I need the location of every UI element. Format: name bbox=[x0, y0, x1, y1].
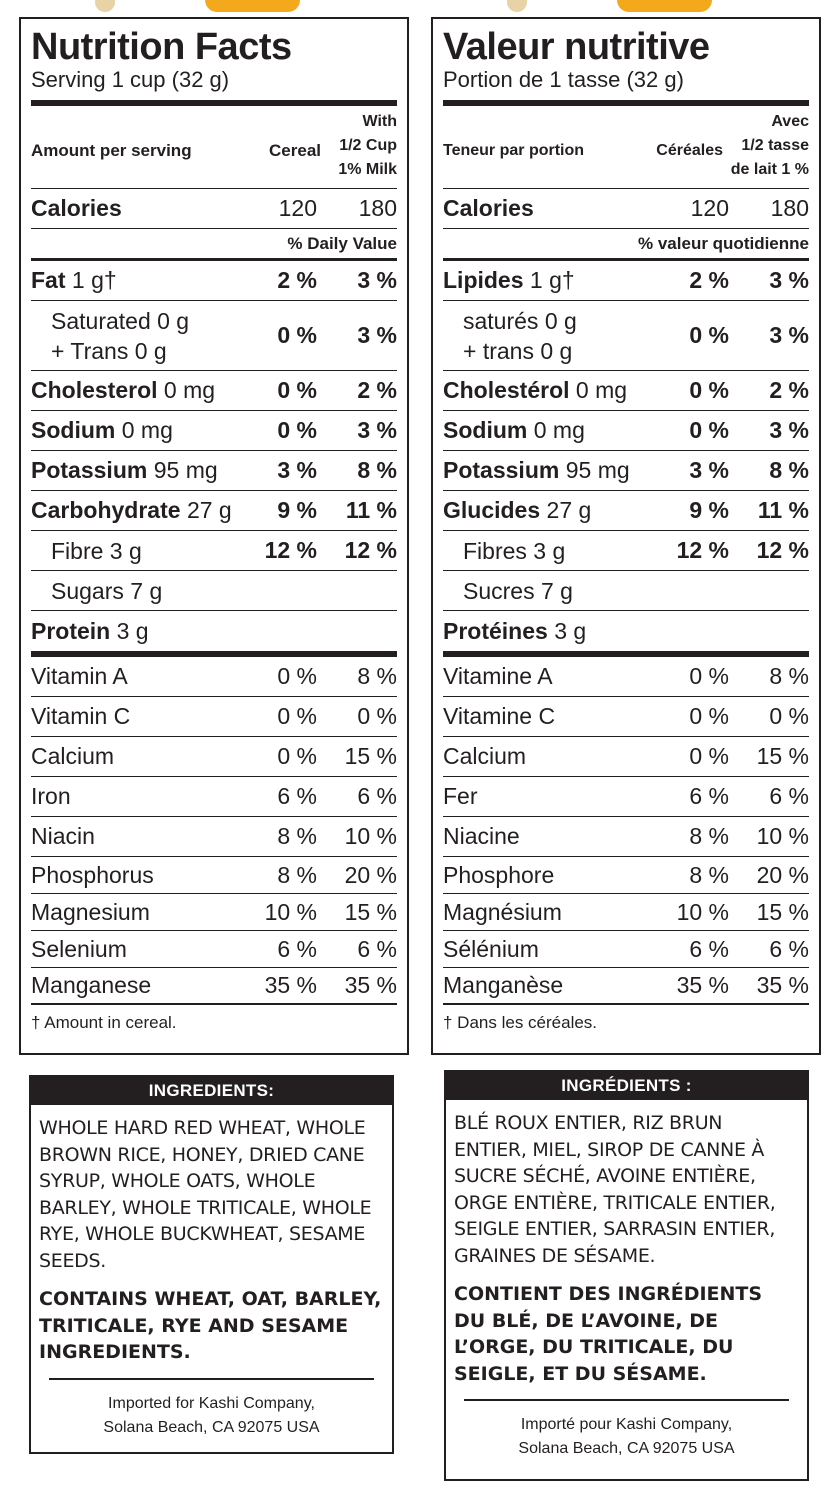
cell-text: 0 % bbox=[689, 322, 729, 348]
cell-text: Protein bbox=[31, 617, 111, 644]
nutrient-row-saturated-trans bbox=[31, 301, 397, 371]
column-header bbox=[443, 106, 809, 188]
cell-text: Niacine bbox=[443, 823, 520, 849]
cell-text: + trans 0 g bbox=[463, 337, 573, 364]
cell-text: 8 % bbox=[769, 663, 809, 689]
cell-text: 8 % bbox=[357, 457, 397, 483]
cell-text: 0 % bbox=[689, 703, 729, 729]
cell-text: + Trans 0 g bbox=[51, 337, 167, 364]
cell-text: 8 % bbox=[357, 663, 397, 689]
cell-text: 0 % bbox=[689, 417, 729, 443]
cell-text: Vitamine C bbox=[443, 703, 556, 729]
cell-text: Fibres 3 g bbox=[463, 537, 566, 564]
nutrient-row-carbohydrate bbox=[443, 491, 809, 531]
cell-text: Sugars 7 g bbox=[51, 577, 163, 604]
cell-text: 35 % bbox=[756, 972, 809, 998]
cell-text: 95 mg bbox=[565, 457, 630, 483]
cell-text: 6 % bbox=[769, 935, 809, 962]
cell-text: Magnésium bbox=[443, 898, 562, 925]
nutrient-row-fat bbox=[31, 261, 397, 301]
cell-text: 1% Milk bbox=[338, 161, 397, 178]
cell-text: 0 % bbox=[277, 743, 317, 769]
cell-text: Phosphore bbox=[443, 861, 555, 888]
cell-text: 8 % bbox=[277, 823, 317, 849]
vitamin-row bbox=[31, 777, 397, 817]
cell-text: 8 % bbox=[769, 457, 809, 483]
cell-text: Lipides bbox=[443, 267, 524, 293]
cell-text: 0 % bbox=[277, 703, 317, 729]
cell-text: 0 % bbox=[277, 377, 317, 403]
vitamin-row bbox=[31, 857, 397, 894]
cell-text: Glucides bbox=[443, 497, 541, 523]
cell-text: 2 % bbox=[277, 267, 317, 293]
cell-text: 15 % bbox=[344, 898, 397, 925]
cell-text: 20 % bbox=[756, 861, 809, 888]
vitamin-row bbox=[443, 737, 809, 777]
ingredients-heading: INGREDIENTS: bbox=[31, 1077, 392, 1105]
cell-text: Manganèse bbox=[443, 972, 564, 998]
cell-text: 0 % bbox=[277, 663, 317, 689]
cell-text: 9 % bbox=[689, 497, 729, 523]
cell-text: de lait 1 % bbox=[730, 161, 809, 178]
ingredients-box-english bbox=[29, 1075, 394, 1454]
cell-text: 6 % bbox=[769, 783, 809, 809]
cell-text: 10 % bbox=[344, 823, 397, 849]
cell-text: 0 % bbox=[769, 703, 809, 729]
divider bbox=[49, 1378, 374, 1380]
cell-text: 3 % bbox=[769, 267, 809, 293]
calories-cereal: 120 bbox=[278, 195, 317, 221]
vitamin-row bbox=[443, 777, 809, 817]
cell-text: 0 % bbox=[689, 377, 729, 403]
cell-text: 35 % bbox=[344, 972, 397, 998]
cell-text: 0 % bbox=[689, 743, 729, 769]
divider bbox=[464, 1399, 789, 1401]
panel-title: Valeur nutritive bbox=[443, 26, 710, 68]
nutrient-row-potassium bbox=[443, 451, 809, 491]
cell-text: Calcium bbox=[443, 743, 527, 769]
cell-text: 8 % bbox=[277, 861, 317, 888]
nutrition-facts-panel-english bbox=[19, 17, 409, 1055]
cell-text: 6 % bbox=[689, 783, 729, 809]
cell-text: 3 % bbox=[277, 457, 317, 483]
cell-text: Sodium bbox=[443, 417, 528, 443]
cell-text: Avec bbox=[771, 113, 809, 130]
vitamin-row bbox=[31, 737, 397, 777]
vitamin-row bbox=[443, 968, 809, 1005]
vitamin-row bbox=[443, 697, 809, 737]
cell-text: Manganese bbox=[31, 972, 152, 998]
cell-text: 0 mg bbox=[121, 417, 173, 443]
cell-text: saturés 0 g bbox=[463, 307, 577, 334]
cell-text: 12 % bbox=[264, 537, 317, 563]
cell-text: 0 % bbox=[357, 703, 397, 729]
nutrient-row-sodium bbox=[31, 411, 397, 451]
cell-text: 3 % bbox=[357, 322, 397, 348]
cell-text: 0 mg bbox=[163, 377, 216, 403]
cell-text: 15 % bbox=[344, 743, 397, 769]
cell-text: Calcium bbox=[31, 743, 115, 769]
cell-text: Iron bbox=[31, 783, 71, 809]
cell-text: 8 % bbox=[689, 861, 729, 888]
package-graphic bbox=[507, 0, 527, 12]
calories-with-milk: 180 bbox=[770, 195, 809, 221]
column-header bbox=[31, 106, 397, 188]
cell-text: Carbohydrate bbox=[31, 497, 181, 523]
cell-text: Cholestérol bbox=[443, 377, 570, 403]
cell-text: 2 % bbox=[357, 377, 397, 403]
calories-label: Calories bbox=[443, 195, 534, 221]
vitamin-row bbox=[31, 968, 397, 1005]
cell-text: 6 % bbox=[357, 783, 397, 809]
nutrient-row-protein bbox=[443, 611, 809, 651]
cell-text: 11 % bbox=[345, 497, 397, 523]
cell-text: 15 % bbox=[756, 743, 809, 769]
cell-text: 2 % bbox=[689, 267, 729, 293]
cell-text: 2 % bbox=[769, 377, 809, 403]
ingredients-box-french bbox=[444, 1070, 809, 1481]
column-cereal-label: Cereal bbox=[269, 141, 321, 160]
cell-text: 3 g bbox=[554, 617, 587, 644]
cell-text: Niacin bbox=[31, 823, 95, 849]
ingredients-list: WHOLE HARD RED WHEAT, WHOLE BROWN RICE, HONEY, DRIED CANE SYRUP, WHOLE OATS, WHOLE BARLEY, WHOLE TRITICALE, WHOLE RYE, WHOLE BUCKWHEAT, SESAME SEEDS. bbox=[39, 1117, 372, 1272]
cell-text: 0 % bbox=[277, 322, 317, 348]
cell-text: 3 g bbox=[116, 617, 149, 644]
cell-text: Fat bbox=[31, 267, 66, 293]
cell-text: 10 % bbox=[756, 823, 809, 849]
vitamin-row bbox=[443, 657, 809, 697]
ingredients-heading: INGRÉDIENTS : bbox=[446, 1072, 807, 1100]
cell-text: 6 % bbox=[277, 783, 317, 809]
nutrient-row-fibre bbox=[31, 531, 397, 571]
nutrient-row-sugars bbox=[443, 571, 809, 611]
nutrient-row-fat bbox=[443, 261, 809, 301]
serving-size: Serving 1 cup (32 g) bbox=[31, 67, 230, 92]
vitamin-row bbox=[31, 657, 397, 697]
vitamin-row bbox=[443, 894, 809, 931]
vitamin-row bbox=[31, 697, 397, 737]
package-graphic bbox=[205, 0, 300, 12]
nutrient-row-protein bbox=[31, 611, 397, 651]
package-graphic bbox=[617, 0, 712, 12]
cell-text: 6 % bbox=[689, 935, 729, 962]
cell-text: Solana Beach, CA 92075 USA bbox=[518, 1440, 735, 1457]
ingredients-list: BLÉ ROUX ENTIER, RIZ BRUN ENTIER, MIEL, SIROP DE CANNE À SUCRE SÉCHÉ, AVOINE ENTIÈRE, ORGE ENTIÈRE, TRITICALE ENTIER, SEIGLE ENTIER, SARRASIN ENTIER, GRAINES DE SÉSAME. bbox=[454, 1112, 776, 1267]
daily-value-heading: % valeur quotidienne bbox=[443, 229, 809, 261]
cell-text: 11 % bbox=[757, 497, 809, 523]
nutrient-row-sugars bbox=[31, 571, 397, 611]
nutrient-row-carbohydrate bbox=[31, 491, 397, 531]
nutrient-row-saturated-trans bbox=[443, 301, 809, 371]
cell-text: Sélénium bbox=[443, 935, 539, 962]
column-with-milk-label bbox=[723, 110, 809, 182]
vitamin-row bbox=[443, 817, 809, 857]
cell-text: 1 g† bbox=[71, 267, 117, 293]
cell-text: 95 mg bbox=[153, 457, 218, 483]
cell-text: 1/2 tasse bbox=[741, 137, 809, 154]
footnote: † Dans les céréales. bbox=[443, 1013, 598, 1032]
cell-text: 12 % bbox=[344, 537, 397, 563]
cell-text: 0 mg bbox=[533, 417, 585, 443]
cell-text: Fibre 3 g bbox=[51, 537, 142, 564]
column-with-milk-label bbox=[321, 110, 397, 182]
cell-text: 27 g bbox=[186, 497, 232, 523]
cell-text: 3 % bbox=[357, 417, 397, 443]
nutrition-facts-panel-french bbox=[431, 17, 821, 1055]
cell-text: 3 % bbox=[769, 417, 809, 443]
cell-text: Protéines bbox=[443, 617, 548, 644]
cell-text: Sucres 7 g bbox=[463, 577, 573, 604]
cell-text: Solana Beach, CA 92075 USA bbox=[103, 1418, 320, 1436]
cell-text: 1/2 Cup bbox=[339, 137, 397, 154]
cell-text: Vitamine A bbox=[443, 663, 553, 689]
allergen-statement: CONTIENT DES INGRÉDIENTS DU BLÉ, DE L’AVOINE, DE L’ORGE, DU TRITICALE, DU SEIGLE, ET DU SÉSAME. bbox=[454, 1283, 763, 1385]
calories-cereal: 120 bbox=[690, 195, 729, 221]
cell-text: 9 % bbox=[277, 497, 317, 523]
vitamin-row bbox=[31, 817, 397, 857]
cell-text: Selenium bbox=[31, 935, 127, 962]
cell-text: Imported for Kashi Company, bbox=[108, 1394, 315, 1412]
cell-text: Magnesium bbox=[31, 898, 150, 925]
cell-text: Potassium bbox=[31, 457, 148, 483]
footnote: † Amount in cereal. bbox=[31, 1013, 177, 1032]
cell-text: Vitamin C bbox=[31, 703, 131, 729]
calories-row bbox=[443, 189, 809, 229]
daily-value-heading: % Daily Value bbox=[31, 229, 397, 261]
nutrient-row-sodium bbox=[443, 411, 809, 451]
vitamin-row bbox=[443, 857, 809, 894]
cell-text: 3 % bbox=[769, 322, 809, 348]
allergen-statement: CONTAINS WHEAT, OAT, BARLEY, TRITICALE, RYE AND SESAME INGREDIENTS. bbox=[39, 1288, 382, 1363]
cell-text: 8 % bbox=[689, 823, 729, 849]
cell-text: 6 % bbox=[357, 935, 397, 962]
cell-text: Fer bbox=[443, 783, 478, 809]
amount-per-serving-label: Amount per serving bbox=[31, 141, 192, 160]
nutrient-row-cholesterol bbox=[443, 371, 809, 411]
cell-text: Sodium bbox=[31, 417, 116, 443]
cell-text: Potassium bbox=[443, 457, 560, 483]
cell-text: Vitamin A bbox=[31, 663, 128, 689]
cell-text: 15 % bbox=[756, 898, 809, 925]
cell-text: 27 g bbox=[546, 497, 592, 523]
cell-text: 12 % bbox=[756, 537, 809, 563]
calories-with-milk: 180 bbox=[358, 195, 397, 221]
cell-text: 10 % bbox=[264, 898, 317, 925]
cell-text: 10 % bbox=[676, 898, 729, 925]
nutrient-row-cholesterol bbox=[31, 371, 397, 411]
cell-text: Cholesterol bbox=[31, 377, 158, 403]
importer-info bbox=[446, 1413, 807, 1461]
cell-text: Saturated 0 g bbox=[51, 307, 190, 334]
cell-text: 35 % bbox=[676, 972, 729, 998]
serving-size: Portion de 1 tasse (32 g) bbox=[443, 67, 684, 92]
calories-label: Calories bbox=[31, 195, 122, 221]
cell-text: 3 % bbox=[357, 267, 397, 293]
vitamin-row bbox=[31, 894, 397, 931]
column-cereal-label: Céréales bbox=[656, 142, 723, 159]
cell-text: 6 % bbox=[277, 935, 317, 962]
cell-text: 12 % bbox=[676, 537, 729, 563]
nutrient-row-fibre bbox=[443, 531, 809, 571]
cell-text: Phosphorus bbox=[31, 861, 154, 888]
vitamin-row bbox=[31, 931, 397, 968]
importer-info bbox=[31, 1392, 392, 1440]
cell-text: 1 g† bbox=[529, 267, 575, 293]
cell-text: With bbox=[362, 113, 397, 130]
calories-row bbox=[31, 189, 397, 229]
cell-text: 20 % bbox=[344, 861, 397, 888]
package-graphic bbox=[95, 0, 115, 12]
cell-text: Importé pour Kashi Company, bbox=[520, 1416, 733, 1433]
cell-text: 0 % bbox=[277, 417, 317, 443]
cell-text: 3 % bbox=[689, 457, 729, 483]
amount-per-serving-label: Teneur par portion bbox=[443, 142, 585, 159]
vitamin-row bbox=[443, 931, 809, 968]
nutrient-row-potassium bbox=[31, 451, 397, 491]
cell-text: 35 % bbox=[264, 972, 317, 998]
panel-title: Nutrition Facts bbox=[31, 26, 292, 68]
cell-text: 0 % bbox=[689, 663, 729, 689]
cell-text: 0 mg bbox=[575, 377, 628, 403]
